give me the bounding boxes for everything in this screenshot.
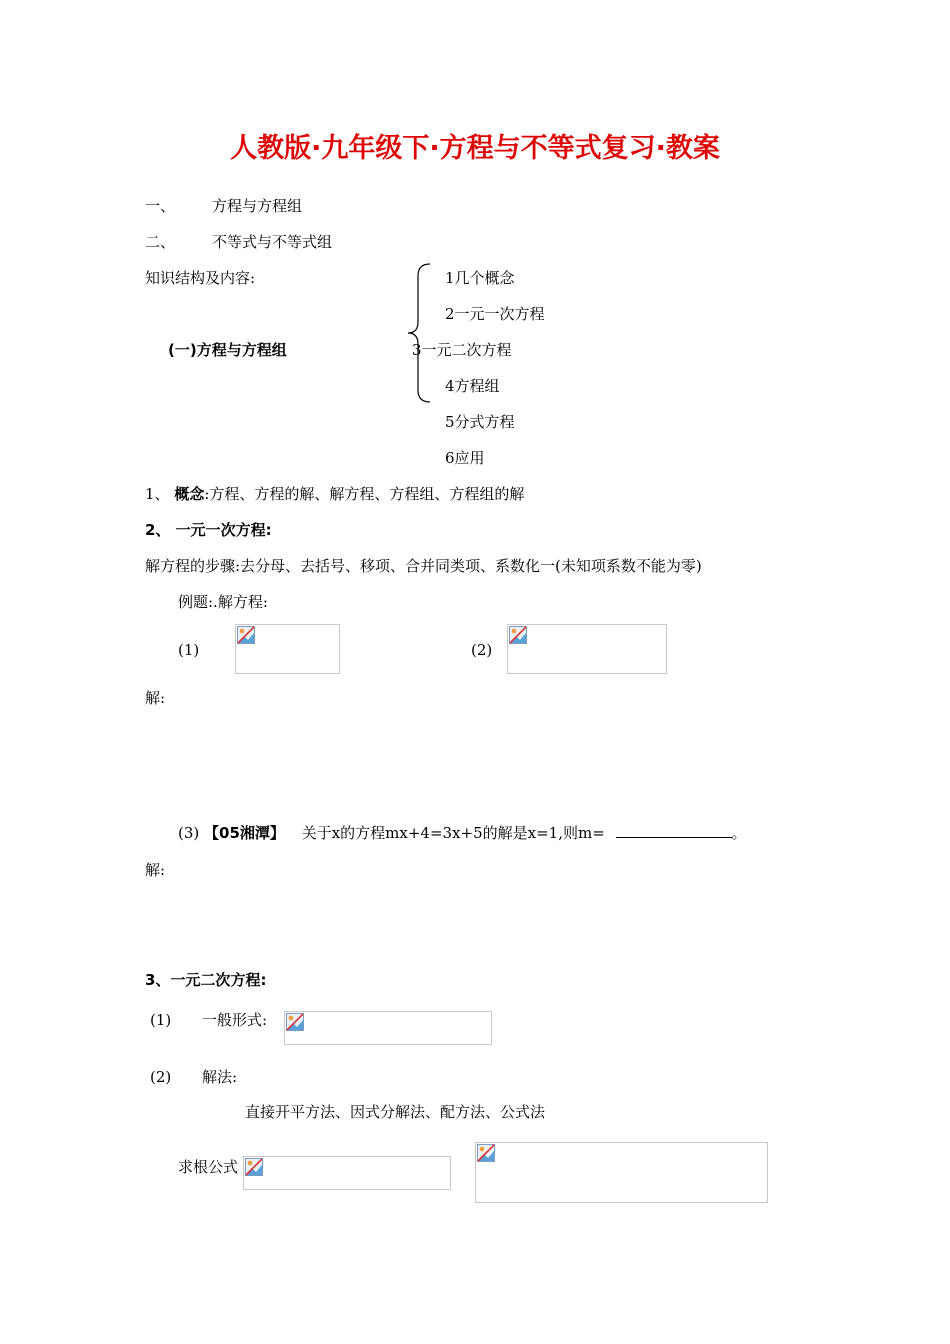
concept-num: 1、 [145, 485, 170, 503]
outline-num-1: 一、 [145, 197, 176, 215]
problem-3-num: (3) [178, 824, 200, 842]
problem-3-text: 关于x的方程mx+4=3x+5的解是x=1,则m= [301, 824, 605, 842]
broken-image-icon [245, 1158, 263, 1176]
broken-image-icon [509, 626, 527, 644]
formula-image [243, 1156, 451, 1190]
example-label: 例题:.解方程: [178, 593, 268, 611]
solution-label-1: 解: [145, 689, 166, 707]
structure-item-1: 1几个概念 [445, 269, 515, 287]
section-label: (一)方程与方程组 [168, 341, 287, 359]
outline-num-2: 二、 [145, 233, 176, 251]
structure-item-3: 3一元二次方程 [412, 341, 512, 359]
quadratic-heading: 3、一元二次方程: [145, 971, 267, 989]
problem-1-num: (1) [178, 641, 200, 659]
linear-heading: 2、 一元一次方程: [145, 521, 272, 539]
concept-text: :方程、方程的解、解方程、方程组、方程组的解 [204, 485, 525, 503]
discriminant-image [475, 1142, 768, 1203]
outline-text-2: 不等式与不等式组 [212, 233, 333, 251]
structure-item-6: 6应用 [445, 449, 485, 467]
general-form-num: (1) [150, 1011, 172, 1029]
structure-item-5: 5分式方程 [445, 413, 515, 431]
general-form-image [284, 1011, 492, 1045]
broken-image-icon [237, 626, 255, 644]
concept-line [145, 484, 524, 504]
problem-3-line [178, 823, 747, 843]
problem-2-num: (2) [471, 641, 493, 659]
linear-steps: 解方程的步骤:去分母、去括号、移项、合并同类项、系数化一(未知项系数不能为零) [145, 557, 702, 575]
structure-item-4: 4方程组 [445, 377, 500, 395]
methods-num: (2) [150, 1068, 172, 1086]
problem-3-end: 。 [731, 824, 747, 842]
formula-label: 求根公式 [178, 1158, 239, 1176]
methods-list: 直接开平方法、因式分解法、配方法、公式法 [245, 1103, 546, 1121]
equation-image-2 [507, 624, 667, 674]
general-form-label: 一般形式: [202, 1011, 268, 1029]
problem-3-tag: 【05湘潭】 [204, 824, 285, 842]
structure-label: 知识结构及内容: [145, 269, 256, 287]
structure-item-2: 2一元一次方程 [445, 305, 545, 323]
concept-term: 概念 [174, 485, 205, 503]
broken-image-icon [286, 1013, 304, 1031]
methods-label: 解法: [202, 1068, 238, 1086]
answer-blank[interactable] [616, 823, 732, 838]
equation-image-1 [235, 624, 340, 674]
outline-text-1: 方程与方程组 [212, 197, 303, 215]
solution-label-2: 解: [145, 861, 166, 879]
curly-brace-icon [406, 262, 436, 404]
broken-image-icon [477, 1144, 495, 1162]
page-title: 人教版·九年级下·方程与不等式复习·教案 [230, 133, 720, 164]
